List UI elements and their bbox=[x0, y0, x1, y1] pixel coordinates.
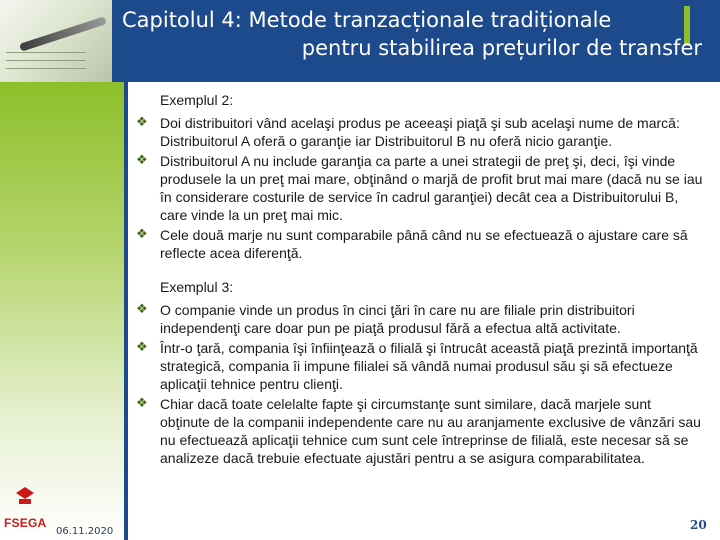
slide-content bbox=[134, 88, 710, 483]
left-decorative-strip bbox=[0, 82, 124, 540]
list-item bbox=[134, 152, 710, 224]
list-item-text: Chiar dacă toate celelalte fapte şi circumstanţe sunt similare, dacă marjele sunt obţinute de la companii independente care nu au aranjamente exclusive de vânzări sau nu efectuează aplicaţii tehnice cum sunt cele întreprinse de filială, este necesar să se analizeze dacă trebuie efectuate ajustări pentru a se asigura comparabilitatea. bbox=[160, 396, 701, 466]
pen-icon bbox=[19, 16, 107, 51]
list-item-text: O companie vinde un produs în cinci ţări în care nu are filiale prin distribuitori independenţi care doar pun pe piaţă produsul fără a efectua altă activitate. bbox=[160, 302, 635, 336]
header-photo bbox=[0, 0, 112, 82]
diamond-check-icon: ❖ bbox=[136, 153, 148, 168]
example-heading: Exemplul 3: bbox=[160, 279, 234, 295]
list-item bbox=[134, 395, 710, 467]
slide-title-line-2: pentru stabilirea prețurilor de transfer bbox=[301, 36, 702, 60]
paper-line bbox=[6, 68, 86, 69]
list-item bbox=[134, 114, 710, 150]
fsega-logo bbox=[4, 486, 48, 536]
slide-date: 06.11.2020 bbox=[56, 526, 114, 537]
page-number: 20 bbox=[690, 518, 707, 532]
diamond-check-icon: ❖ bbox=[136, 227, 148, 242]
slide-title bbox=[118, 6, 708, 62]
logo-emblem-icon bbox=[14, 486, 36, 506]
list-item-text: Într-o ţară, compania îşi înfiinţează o filială şi întrucât această piaţă prezintă importanţă strategică, compania îi impune filialei să vândă numai produsul său şi să efectueze aplicaţii tehnice pentru clienţi. bbox=[160, 340, 698, 392]
slide-title-line-1: Capitolul 4: Metode tranzacționale tradiționale bbox=[122, 8, 612, 32]
paper-line bbox=[6, 60, 86, 61]
logo-text: FSEGA bbox=[4, 516, 47, 530]
diamond-check-icon: ❖ bbox=[136, 396, 148, 411]
example-heading: Exemplul 2: bbox=[160, 92, 234, 108]
diamond-check-icon: ❖ bbox=[136, 302, 148, 317]
list-item-text: Distribuitorul A nu include garanţia ca parte a unei strategii de preţ şi, deci, îşi vinde produsele la un preţ mai mare, obţinând o marjă de profit brut mai mare (dacă nu se iau în considerare costurile de service în cadrul garanţiei) decât cea a Distribuitorului B, care vinde la un preţ mai mic. bbox=[160, 153, 703, 223]
diamond-check-icon: ❖ bbox=[136, 115, 148, 130]
list-item-text: Cele două marje nu sunt comparabile până când nu se efectuează o ajustare care să reflecte acea diferenţă. bbox=[160, 227, 688, 261]
list-item bbox=[134, 339, 710, 393]
list-item bbox=[134, 301, 710, 337]
vertical-divider bbox=[124, 82, 128, 540]
bullet-list bbox=[134, 114, 710, 262]
slide-header bbox=[0, 0, 720, 82]
paper-line bbox=[6, 52, 86, 53]
diamond-check-icon: ❖ bbox=[136, 340, 148, 355]
bullet-list bbox=[134, 301, 710, 467]
list-item bbox=[134, 226, 710, 262]
list-item-text: Doi distribuitori vând acelaşi produs pe aceeaşi piaţă şi sub acelaşi nume de marcă: Distribuitorul A oferă o garanţie iar Distribuitorul B nu oferă nicio garanţie. bbox=[160, 115, 680, 149]
